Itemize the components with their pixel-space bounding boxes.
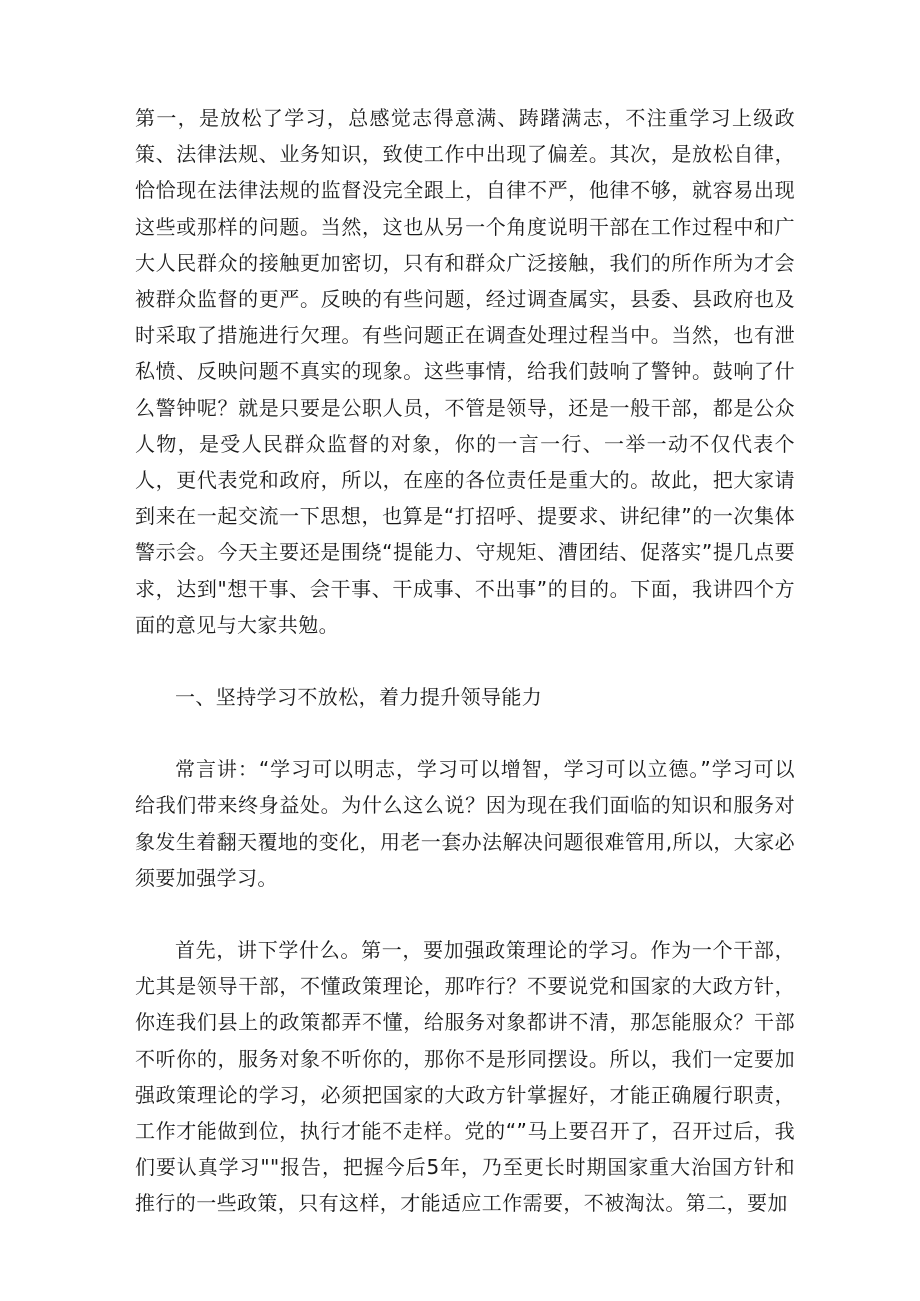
paragraph-opening: 第一，是放松了学习，总感觉志得意满、踌躇满志，不注重学习上级政策、法律法规、业务知识，致使工作中出现了偏差。其次，是放松自律，恰恰现在法律法规的监督没完全跟上，自律不严，他律不够，就容易出现这些或那样的问题。当然，这也从另一个角度说明干部在工作过程中和广大人民群众的接触更加密切，只有和群众广泛接触，我们的所作所为才会被群众监督的更严。反映的有些问题，经过调查属实，县委、县政府也及时采取了措施进行欠理。有些问题正在调查处理过程当中。当然，也有泄私愤、反映问题不真实的现象。这些事情，给我们鼓响了警钟。鼓响了什么警钟呢？就是只要是公职人员，不管是领导，还是一般干部，都是公众人物，是受人民群众监督的对象，你的一言一行、一举一动不仅代表个人，更代表党和政府，所以，在座的各位责任是重大的。故此，把大家请到来在一起交流一下思想，也算是“打招呼、提要求、讲纪律”的一次集体警示会。今天主要还是围绕“提能力、守规矩、漕团结、促落实”提几点要求，达到"想干事、会干事、干成事、不出事”的目的。下面，我讲四个方面的意见与大家共勉。 [135,106,795,637]
document-body [135,100,795,1258]
paragraph-what-to-learn: 首先，讲下学什么。第一，要加强政策理论的学习。作为一个干部，尤其是领导干部，不懂政策理论，那咋行？不要说党和国家的大政方针，你连我们县上的政策都弄不懂，给服务对象都讲不清，那怎能服众？干部不听你的，服务对象不听你的，那你不是形同摆设。所以，我们一定要加强政策理论的学习，必须把国家的大政方针掌握好，才能正确履行职责，工作才能做到位，执行才能不走样。党的“”马上要召开了，召开过后，我们要认真学习""报告，把握今后5年，乃至更长时期国家重大治国方针和推行的一些政策，只有这样，才能适应工作需要，不被淘汰。第二，要加 [135,938,795,1216]
paragraph-learning-benefit: 常言讲：“学习可以明志，学习可以增智，学习可以立德。”学习可以给我们带来终身益处。为什么这么说？因为现在我们面临的知识和服务对象发生着翻天覆地的变化，用老一套办法解决问题很难管用,所以，大家必须要加强学习。 [135,757,795,890]
section-heading-1: 一、坚持学习不放松，着力提升领导能力 [175,685,543,710]
